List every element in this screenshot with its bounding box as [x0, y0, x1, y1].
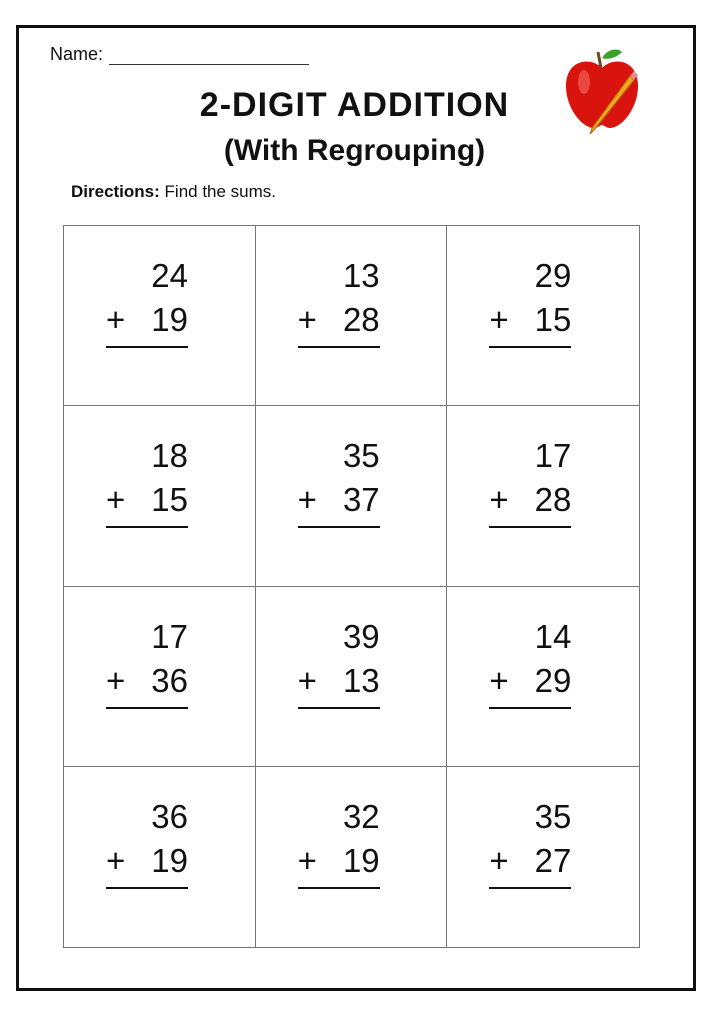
directions-text: Find the sums. [164, 182, 277, 201]
problem-cell[interactable] [447, 767, 639, 947]
directions-label: Directions: [71, 182, 160, 201]
problem-cell[interactable] [64, 767, 256, 947]
problem-cell[interactable] [447, 406, 639, 586]
top-addend: 29 [534, 257, 572, 294]
top-addend: 32 [342, 797, 380, 835]
bottom-row [489, 478, 571, 528]
directions [71, 182, 276, 202]
bottom-addend: 36 [151, 661, 188, 699]
bottom-row [106, 659, 188, 709]
addition-problem [106, 615, 188, 709]
addition-problem [298, 254, 380, 348]
plus-sign: + [489, 661, 509, 699]
addition-problem [298, 795, 380, 889]
bottom-row [489, 839, 571, 889]
plus-sign: + [106, 661, 126, 699]
addition-problem [489, 795, 571, 889]
plus-sign: + [489, 841, 509, 879]
addition-problem [298, 434, 380, 528]
top-addend: 17 [534, 437, 572, 475]
bottom-addend: 13 [342, 661, 380, 699]
plus-sign: + [489, 301, 509, 338]
plus-sign: + [489, 481, 509, 519]
plus-sign: + [106, 481, 126, 519]
bottom-addend: 19 [151, 301, 188, 338]
top-addend: 14 [534, 617, 572, 655]
top-addend: 18 [151, 437, 188, 475]
top-addend: 35 [534, 797, 572, 835]
bottom-row [489, 659, 571, 709]
plus-sign: + [297, 661, 317, 699]
bottom-addend: 28 [534, 481, 572, 519]
problem-cell[interactable] [256, 226, 448, 406]
problem-cell[interactable] [447, 587, 639, 767]
bottom-row [489, 298, 571, 348]
bottom-row [298, 478, 380, 528]
plus-sign: + [106, 301, 126, 338]
name-label: Name: [50, 44, 104, 64]
plus-sign: + [297, 841, 317, 879]
worksheet-subtitle: (With Regrouping) [223, 134, 486, 167]
bottom-row [298, 839, 380, 889]
bottom-addend: 37 [342, 481, 380, 519]
top-addend: 35 [342, 437, 380, 475]
problem-cell[interactable] [64, 587, 256, 767]
bottom-addend: 19 [151, 841, 188, 879]
plus-sign: + [297, 481, 317, 519]
plus-sign: + [297, 301, 317, 338]
addition-problem [489, 615, 571, 709]
problem-cell[interactable] [447, 226, 639, 406]
top-addend: 24 [151, 257, 188, 294]
problem-cell[interactable] [256, 767, 448, 947]
problem-cell[interactable] [256, 587, 448, 767]
bottom-addend: 27 [534, 841, 572, 879]
plus-sign: + [106, 841, 126, 879]
top-addend: 39 [342, 617, 380, 655]
top-addend: 36 [151, 797, 188, 835]
top-addend: 17 [151, 617, 188, 655]
addition-problem [298, 615, 380, 709]
name-line[interactable] [109, 46, 309, 65]
addition-problem [489, 254, 571, 348]
addition-problem [106, 795, 188, 889]
bottom-addend: 15 [151, 481, 188, 519]
bottom-row [106, 298, 188, 348]
bottom-addend: 19 [342, 841, 380, 879]
addition-problem [106, 254, 188, 348]
addition-problem [106, 434, 188, 528]
problem-grid [63, 225, 640, 948]
problem-cell[interactable] [256, 406, 448, 586]
problem-cell[interactable] [64, 226, 256, 406]
bottom-addend: 29 [534, 661, 572, 699]
bottom-row [298, 298, 380, 348]
apple-pencil-icon [560, 46, 644, 136]
problem-cell[interactable] [64, 406, 256, 586]
worksheet-title: 2-DIGIT ADDITION [199, 86, 510, 124]
bottom-addend: 15 [534, 301, 572, 338]
addition-problem [489, 434, 571, 528]
bottom-row [298, 659, 380, 709]
name-field[interactable] [50, 44, 309, 65]
bottom-row [106, 478, 188, 528]
bottom-addend: 28 [342, 301, 380, 338]
bottom-row [106, 839, 188, 889]
top-addend: 13 [342, 257, 380, 294]
